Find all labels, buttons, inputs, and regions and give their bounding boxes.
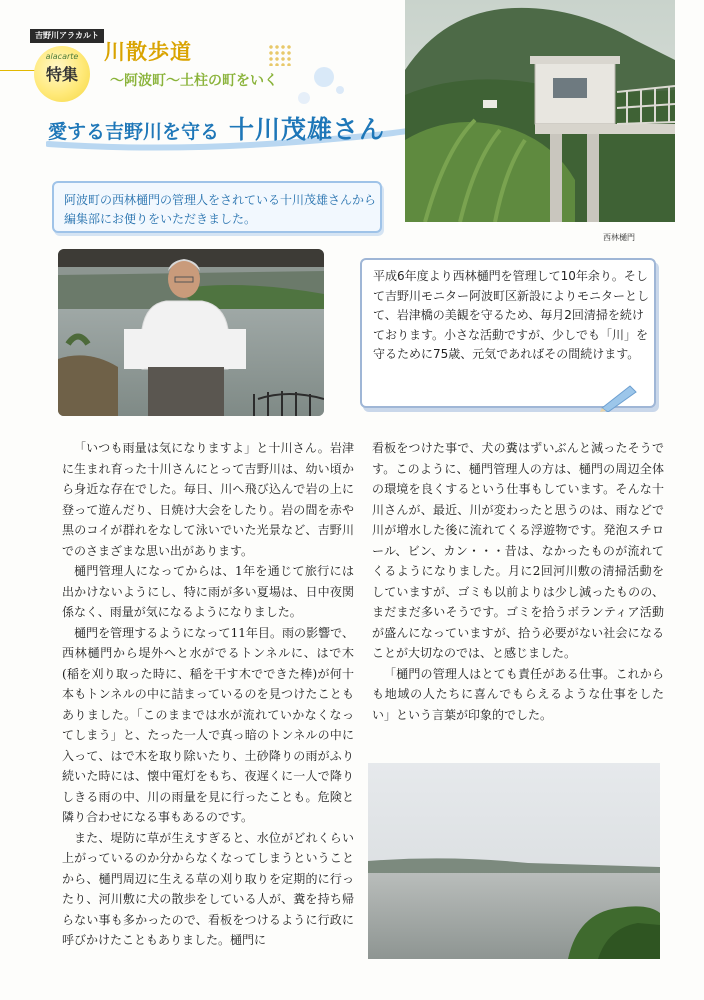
series-subtitle: 〜阿波町〜土柱の町をいく (110, 73, 278, 89)
decorative-bubble (298, 92, 310, 104)
decorative-bubble (336, 86, 344, 94)
decorative-bubble (314, 67, 334, 87)
intro-text: 阿波町の西林樋門の管理人をされている十川茂雄さんから編集部にお便りをいただきました。 (64, 193, 377, 226)
alacarte-label: alacarte (45, 52, 79, 61)
article-paragraph: 「樋門の管理人はとても責任がある仕事。これからも地域の人たちに喜んでもらえるような仕事をしたい」という言葉が印象的でした。 (372, 666, 664, 722)
series-title: 川散歩道 (104, 40, 192, 64)
article-paragraph: また、堤防に草が生えすぎると、水位がどれくらい上がっているのか分からなくなってしまうということから、樋門周辺に生える草の刈り取りを定期的に行ったり、河川敷に犬の散歩をしている人が、糞を持ち帰らない事も多かったので、看板をつけるように行政に呼びかけたこともありました。樋門に (62, 830, 354, 947)
headline (48, 110, 385, 146)
headline-name: 十川茂雄さん (229, 115, 386, 144)
portrait-photo (58, 249, 324, 416)
article-paragraph: 樋門を管理するようになって11年目。雨の影響で、西林樋門から堤外へと水がでるトンネルに、はで木(稲を刈り取った時に、稲を干す木でできた棒)が何十本もトンネルの中に詰まっているのを見つけたこともありました。「このままでは水が流れていかなくなってしまう」と、たった一人で真っ暗のトンネルの中に入って、はで木を取り除いたり、土砂降りの雨がふり続いた時には、懐中電灯をもち、夜遅くに一人で降りしきる雨の中、川の雨量を見に行ったことも。危険と隣り合わせになる事もあるのです。 (62, 625, 354, 824)
article-column-1 (62, 438, 354, 951)
article-column-2 (372, 438, 664, 725)
headline-prefix: 愛する吉野川を守る (48, 121, 220, 143)
photo-caption: 西林樋門 (603, 233, 635, 242)
quote-text: 平成6年度より西林樋門を管理して10年余り。そして吉野川モニター阿波町区新設によりモニターとして、岩津橋の美観を守るため、毎月2回清掃を続けております。小さな活動ですが、少しでも「川」を守るために75歳、元気であればその間続けます。 (373, 269, 650, 361)
intro-box (52, 181, 382, 233)
article-paragraph: 「いつも雨量は気になりますよ」と十川さん。岩津に生まれ育った十川さんにとって吉野川は、幼い頃から身近な存在でした。毎日、川へ飛び込んで岩の上に登って遊んだり、日焼け大会をしたり。岩の間を赤や黒のコイが群れをなして泳いでいた光景など、吉野川でのさまざまな思い出があります。 (62, 441, 354, 558)
feature-badge (34, 46, 90, 102)
article-paragraph: 看板をつけた事で、犬の糞はずいぶんと減ったそうです。このように、樋門管理人の方は、樋門の周辺全体の環境を良くするという仕事もしています。そんな十川さんが、最近、川が変わったと思うのは、雨などで川が増水した後に流れてくる浮遊物です。発泡スチロール、ビン、カン・・・昔は、なかったものが流れてくるようになりました。月に2回河川敷の清掃活動をしていますが、ゴミも以前よりは少し減ったものの、まだまだ多いそうです。ゴミを拾うボランティア活動が盛んになっていますが、拾う必要がない社会になることが大切なのでは、と感じました。 (372, 441, 664, 660)
series-badge: 吉野川アラカルト (30, 29, 104, 43)
river-photo (368, 763, 660, 959)
pencil-icon (598, 380, 640, 412)
sluice-gate-photo (405, 0, 675, 222)
decorative-dots (268, 44, 292, 66)
feature-label: 特集 (45, 65, 78, 84)
article-paragraph: 樋門管理人になってからは、1年を通じて旅行には出かけないようにし、特に雨が多い夏場は、日中夜関係なく、雨量が気になるようになりました。 (62, 564, 354, 619)
